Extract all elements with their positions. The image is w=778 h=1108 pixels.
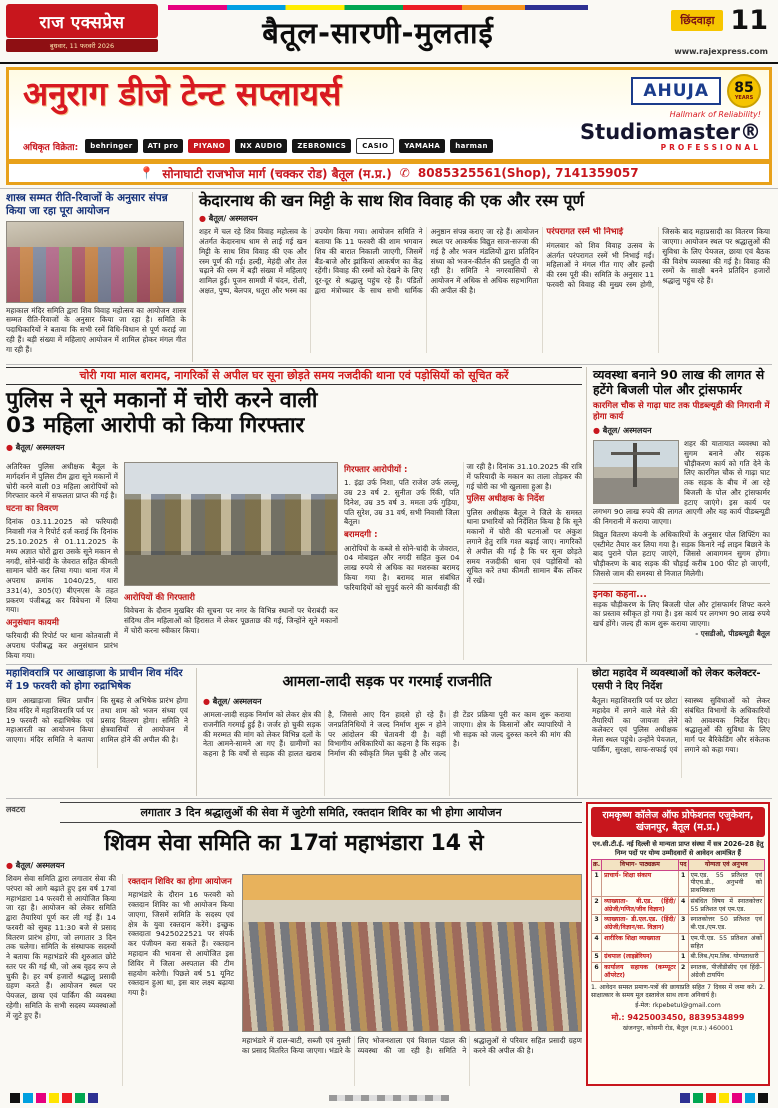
article-body: शिवम सेवा समिति द्वारा लगातार सेवा की परंपरा को आगे बढ़ाते हुए इस वर्ष 17वां महाभंडारा 14 फरवरी से आयोजित किया जा रहा है। आयोजन को लेकर समिति द्वारा तैयारियां पूर्ण कर ली गई हैं। 14 फरवरी को सुबह 11:30 बजे से प्रसाद वितरण प्रारंभ होगा, जो लगातार 3 दिन तक चलेगा। समिति के संस्थापक सदस्यों ने बताया कि महाभंडारे की शुरुआत छोटे स्तर पर की गई थी, जो अब वृहद रूप ले चुकी है। हर वर्ष हजारों श्रद्धालु प्रसादी ग्रहण करते हैं। आयोजन स्थल पर पेयजल, छाया एवं पार्किंग की व्यवस्था रहेगी। समिति के सभी सदस्य व्यवस्थाओं में जुटे हुए हैं। bbox=[6, 874, 116, 1020]
article-shastra bbox=[6, 192, 186, 362]
ahuja-row bbox=[565, 74, 761, 108]
ad-phones: 8085325561(Shop), 7141359057 bbox=[417, 166, 639, 180]
brand-chip-casio: CASIO bbox=[356, 138, 394, 154]
article-strapline: लगातार 3 दिन श्रद्धालुओं की सेवा में जुटेगी समिति, रक्तदान शिविर का भी होगा आयोजन bbox=[60, 802, 582, 823]
color-mark-cyan bbox=[23, 1093, 33, 1103]
article-intro: अतिरिक्त पुलिस अधीक्षक बैतूल के मार्गदर्शन में पुलिस टीम द्वारा सूने मकानों में चोरी करने वाली 03 महिला आरोपियों को गिरफ्तार करने में सफलता प्राप्त की गई है। bbox=[6, 462, 118, 501]
cell-qualification: स्नातक, पीजीडीसीए एवं हिंदी-अंग्रेजी टायपिंग bbox=[688, 963, 764, 982]
col-header: पद bbox=[678, 859, 688, 870]
rainbow-bar bbox=[168, 5, 588, 10]
color-mark-cyan bbox=[745, 1093, 755, 1103]
byline-text: बैतूल/ अस्मलयन bbox=[602, 426, 652, 435]
color-mark-magenta bbox=[732, 1093, 742, 1103]
article-subhead: कारगिल चौक से गाढ़ा घाट तक पीडब्ल्यूडी की निगरानी में होगा कार्य bbox=[593, 401, 770, 422]
cell-sno: 3 bbox=[592, 915, 602, 934]
table-row bbox=[592, 870, 765, 896]
top-advertisement bbox=[6, 67, 772, 162]
color-mark-yellow bbox=[49, 1093, 59, 1103]
section-body: महाभंडारे के दौरान 16 फरवरी को रक्तदान शिविर का भी आयोजन किया जाएगा, जिसमें समिति के सदस्य एवं क्षेत्र के युवा रक्तदान करेंगे। इच्छुक रक्तदाता 9425022521 पर संपर्क कर पंजीयन करा सकते हैं। रक्तदान महादान की भावना से आयोजित इस शिविर में जिला अस्पताल की टीम सहयोग करेगी। पिछले वर्ष 51 यूनिट रक्तदान हुआ था, इस बार लक्ष्य बढ़ाया गया है। bbox=[128, 890, 234, 998]
byline-bullet: ● bbox=[199, 214, 206, 224]
website-url: www.rajexpress.com bbox=[674, 47, 768, 56]
article-kicker: लवटरा bbox=[6, 805, 26, 814]
brand-chip-yamaha: YAMAHA bbox=[399, 139, 445, 153]
article-photo bbox=[6, 221, 184, 303]
section-head: रक्तदान शिविर का होगा आयोजन bbox=[128, 877, 232, 887]
brand-chip-atipro: ATI pro bbox=[143, 139, 184, 153]
section-head: अनुसंधान कायमी bbox=[6, 618, 60, 629]
article-body: ग्राम आखाड़ाजा स्थित प्राचीन शिव मंदिर में महाशिवरात्रि पर्व पर 19 फरवरी को रुद्राभिषेक एवं महाआरती का आयोजन किया जाएगा। मंदिर समिति ने बताया कि सुबह से अभिषेक प्रारंभ होगा तथा शाम को भजन संध्या एवं प्रसाद वितरण होगा। समिति ने क्षेत्रवासियों से आयोजन में शामिल होने की अपील की है। bbox=[6, 696, 188, 745]
cell-count: 1 bbox=[678, 952, 688, 963]
table-row bbox=[592, 963, 765, 982]
color-mark-black bbox=[758, 1093, 768, 1103]
masthead-rule bbox=[0, 62, 778, 64]
ad-contact-strip bbox=[6, 162, 772, 185]
article-body-columns bbox=[592, 696, 770, 778]
table-row bbox=[592, 896, 765, 915]
article-body-columns bbox=[199, 227, 770, 353]
ad-address: सोनाघाटी राजभोज मार्ग (चक्कर रोड) बैतूल (म.प्र.) bbox=[162, 166, 392, 181]
college-ad-subline: एन.सी.टी.ई. नई दिल्ली से मान्यता प्राप्त संस्था में सत्र 2026-28 हेतु निम्न पदों पर योग्य उम्मीदवारों से आवेदन आमंत्रित हैं bbox=[592, 839, 764, 857]
police-appeal-strip: चोरी गया माल बरामद, नागरिकों से अपील घर सूना छोड़ते समय नजदीकी थाना एवं पड़ोसियों को सूचित करें bbox=[6, 367, 582, 385]
cell-sno: 4 bbox=[592, 933, 602, 952]
section-head: पुलिस अधीक्षक के निर्देश bbox=[466, 494, 545, 505]
article-body: शहर की यातायात व्यवस्था को सुगम बनाने और सड़क चौड़ीकरण कार्य को गति देने के लिए कारगिल चौक से गाढ़ा घाट तक सड़क के बीच में आ रहे बिजली के पोल और ट्रांसफार्मर हटाए जाएंगे। इस कार्य पर लगभग 90 लाख रुपये की लागत आएगी और यह कार्य पीडब्ल्यूडी की निगरानी में कराया जाएगा। bbox=[593, 439, 770, 527]
byline-text: बैतूल/ अस्मलयन bbox=[208, 214, 258, 224]
ahuja-tagline: Hallmark of Reliability! bbox=[669, 110, 761, 119]
cell-post: प्राचार्य- शिक्षा संकाय bbox=[602, 870, 679, 896]
article-left-column bbox=[6, 462, 118, 660]
color-mark-magenta bbox=[36, 1093, 46, 1103]
brand-chip-nxaudio: NX AUDIO bbox=[235, 139, 287, 153]
color-registration-marks-right bbox=[680, 1093, 768, 1103]
cell-sno: 1 bbox=[592, 870, 602, 896]
quote-body: सड़क चौड़ीकरण के लिए बिजली पोल और ट्रांसफार्मर शिफ्ट करने का प्रस्ताव स्वीकृत हो गया है। इस कार्य पर लगभग 90 लाख रुपये खर्च होंगे। जल्द ही काम शुरू कराया जाएगा। bbox=[593, 599, 770, 629]
byline-bullet: ● bbox=[6, 442, 13, 452]
ahuja-logo: AHUJA bbox=[631, 77, 721, 105]
col-header: विभाग- पाठ्यक्रम bbox=[602, 859, 679, 870]
byline-bullet: ● bbox=[6, 861, 13, 870]
college-advertisement bbox=[586, 802, 770, 1086]
cell-qualification: एम.पी.एड. 55 प्रतिशत अंकों सहित bbox=[688, 933, 764, 952]
article-subhead: परंपरागत रस्में भी निभाई bbox=[546, 227, 624, 238]
street-photo bbox=[593, 440, 679, 504]
article-kedarnath bbox=[192, 192, 770, 362]
article-body-columns bbox=[203, 710, 571, 796]
registration-dashes bbox=[329, 1095, 449, 1101]
dateline: बुधवार, 11 फरवरी 2026 bbox=[6, 39, 158, 52]
cell-sno: 5 bbox=[592, 952, 602, 963]
dealer-label: अधिकृत विक्रेता: bbox=[23, 142, 79, 153]
section-body: दिनांक 03.11.2025 को फरियादी निवासी गंज ने रिपोर्ट दर्ज कराई कि दिनांक 25.10.2025 से 01.11.2025 के मध्य अज्ञात चोरों द्वारा उसके सूने मकान से नगदी, सोने-चांदी के जेवरात सहित कीमती सामान चोरी कर लिया गया। थाना गंज में अपराध क्रमांक 1040/25, धारा 331(4), 305(ए) बीएनएस के तहत प्रकरण पंजीबद्ध कर विवेचना में लिया गया। bbox=[6, 517, 118, 615]
row-divider bbox=[6, 664, 772, 665]
color-mark-red bbox=[706, 1093, 716, 1103]
table-row bbox=[592, 933, 765, 952]
edition-title: बैतूल-सारणी-मुलताई bbox=[262, 16, 494, 50]
byline bbox=[6, 860, 582, 871]
color-mark-green bbox=[75, 1093, 85, 1103]
cell-qualification: स्नातकोत्तर 50 प्रतिशत एवं बी.एड./एम.एड. bbox=[688, 915, 764, 934]
col-header: योग्यता एवं अनुभव bbox=[688, 859, 764, 870]
article-body: मंगलवार को शिव विवाह उत्सव के अंतर्गत परंपरागत रस्में भी निभाई गईं। महिलाओं ने मंगल गीत गाए और हल्दी की रस्म पूरी की। समिति के अनुसार 11 फरवरी को विवाह की मुख्य रस्म होगी, जिसके बाद महाप्रसादी का वितरण किया जाएगा। आयोजन स्थल पर श्रद्धालुओं की सुविधा के लिए पेयजल, छाया एवं बैठक की विशेष व्यवस्था की गई है। विवाह की रस्मों के साक्षी बनने प्रतिदिन हजारों श्रद्धालु पहुंच रहे हैं। bbox=[546, 227, 770, 289]
article-right-columns bbox=[344, 462, 582, 660]
quote-head: इनका कहना... bbox=[593, 583, 770, 600]
color-mark-blue bbox=[88, 1093, 98, 1103]
content-divider bbox=[0, 188, 778, 189]
college-ad-contact: मो.: 9425003450, 8839534899 bbox=[611, 1012, 745, 1022]
section-body: पुलिस अधीक्षक बैतूल ने जिले के समस्त थाना प्रभारियों को निर्देशित किया है कि सूने मकानों में चोरी की घटनाओं पर अंकुश लगाने हेतु रात्रि गश्त बढ़ाई जाए। नागरिकों से अपील की गई है कि घर सूना छोड़ते समय नजदीकी थाना एवं पड़ोसियों को सूचित करें तथा कीमती सामान बैंक लॉकर में रखें। bbox=[466, 507, 582, 586]
section-body: 1. इंद्रा उर्फ निशा, पति राजेश उर्फ लल्लू, उम्र 23 वर्ष 2. सुनीता उर्फ रिंकी, पति दिनेश, उम्र 35 वर्ष 3. ममता उर्फ गुड़िया, पति सुरेश, उम्र 31 वर्ष, सभी निवासी जिला बैतूल। bbox=[344, 478, 460, 527]
byline-text: बैतूल/ अस्मलयन bbox=[15, 442, 65, 452]
article-headline: महाशिवरात्रि पर आखाड़ाजा के प्राचीन शिव मंदिर में 19 फरवरी को होगा रुद्राभिषेक bbox=[6, 668, 183, 692]
table-row bbox=[592, 952, 765, 963]
brand-chip-piyano: PIYANO bbox=[188, 139, 230, 153]
byline-bullet: ● bbox=[593, 426, 600, 435]
article-body: महाकाल मंदिर समिति द्वारा शिव विवाह महोत्सव का आयोजन शास्त्र सम्मत रीति-रिवाजों के अनुसार किया जा रहा है। समिति के पदाधिकारियों ने बताया कि सभी रस्में विधि-विधान से पूर्ण कराई जा रही हैं। बड़ी संख्या में महिलाएं आयोजन में शामिल होकर मंगल गीत गा रही हैं। bbox=[6, 305, 186, 354]
row-divider bbox=[6, 364, 772, 365]
article-second-column bbox=[122, 874, 234, 1086]
article-headline: आमला-लादी सड़क पर गरमाई राजनीति bbox=[282, 674, 492, 690]
college-ad-note: 1. आवेदन समस्त प्रमाण-पत्रों की छायाप्रति सहित 7 दिवस में जमा करें। 2. साक्षात्कार के समय मूल दस्तावेज साथ लाना अनिवार्य है। bbox=[591, 983, 765, 999]
article-bijli-pole bbox=[586, 367, 770, 662]
article-body: बैतूल। महाशिवरात्रि पर्व पर छोटा महादेव में लगने वाले मेले की तैयारियों का जायजा लेने कलेक्टर एवं पुलिस अधीक्षक मेला स्थल पहुंचे। उन्होंने पेयजल, पार्किंग, सुरक्षा, साफ-सफाई एवं स्वास्थ्य सुविधाओं को लेकर संबंधित विभागों के अधिकारियों को आवश्यक निर्देश दिए। श्रद्धालुओं की सुविधा के लिए मार्ग पर बैरिकेडिंग और संकेतक लगाने को कहा गया। bbox=[592, 696, 770, 754]
region-name: छिंदवाड़ा bbox=[671, 10, 723, 31]
college-vacancy-table bbox=[591, 859, 765, 982]
college-ad-email: ई-मेल: rkpebetul@gmail.com bbox=[635, 1001, 721, 1009]
color-registration-marks-left bbox=[10, 1093, 98, 1103]
article-headline bbox=[6, 388, 582, 439]
color-mark-red bbox=[62, 1093, 72, 1103]
section-body: विवेचना के दौरान मुखबिर की सूचना पर नगर के विभिन्न स्थानों पर घेराबंदी कर संदिग्ध तीन महिलाओं को हिरासत में लेकर पूछताछ की गई, जिन्होंने सूने मकानों में चोरी करना स्वीकार किया। bbox=[124, 606, 338, 635]
college-ad-address: खंजनपुर, कोसमी रोड, बैतूल (म.प्र.) 460001 bbox=[622, 1023, 734, 1032]
color-mark-green bbox=[693, 1093, 703, 1103]
row-divider bbox=[6, 798, 772, 799]
article-body-columns bbox=[6, 696, 188, 768]
cell-count: 1 bbox=[678, 933, 688, 952]
article-body-block bbox=[593, 439, 770, 579]
cell-count: 1 bbox=[678, 870, 688, 896]
quote-attribution: - एसडीओ, पीडब्ल्यूडी बैतूल bbox=[695, 629, 770, 639]
cell-post: शारीरिक शिक्षा व्याख्याता bbox=[602, 933, 679, 952]
article-chhota-mahadev bbox=[586, 668, 770, 796]
phone-icon: ✆ bbox=[399, 166, 410, 180]
cell-sno: 2 bbox=[592, 896, 602, 915]
cell-post: कार्यालय सहायक (कम्प्यूटर ऑपरेटर) bbox=[602, 963, 679, 982]
section-body: आरोपियों के कब्जे से सोने-चांदी के जेवरात, 04 मोबाइल और नगदी सहित कुल 04 लाख रुपये से अधिक का मशरुका बरामद किया गया है। बरामद माल संबंधित फरियादियों को सुपुर्द करने की कार्यवाही की जा रही है। दिनांक 31.10.2025 की रात्रि में फरियादी के मकान का ताला तोड़कर की गई चोरी का भी खुलासा हुआ है। bbox=[344, 462, 582, 592]
page-number: 11 bbox=[730, 5, 768, 36]
color-mark-blue bbox=[680, 1093, 690, 1103]
byline bbox=[203, 696, 571, 707]
ad-brand-row bbox=[23, 138, 493, 154]
byline bbox=[593, 425, 770, 436]
article-headline: केदारनाथ की खन मिट्टी के साथ शिव विवाह की एक और रस्म पूर्ण bbox=[199, 191, 585, 210]
cell-count: 4 bbox=[678, 896, 688, 915]
cell-post: व्याख्याता- डी.एल.एड. (हिंदी/अंग्रेजी/विज्ञान/सा. विज्ञान) bbox=[602, 915, 679, 934]
byline-bullet: ● bbox=[203, 697, 210, 706]
byline bbox=[199, 213, 770, 224]
article-headline: शास्त्र सम्मत रीति-रिवाजों के अनुसार संपन्न किया जा रहा पूरा आयोजन bbox=[6, 192, 168, 217]
cell-post: व्याख्याता- बी.एड. (हिंदी/अंग्रेजी/गणित/जीव विज्ञान) bbox=[602, 896, 679, 915]
article-body: आमला-लादी सड़क निर्माण को लेकर क्षेत्र की राजनीति गरमाई हुई है। जर्जर हो चुकी सड़क की मरम्मत की मांग को लेकर विभिन्न दलों के नेता आमने-सामने आ गए हैं। ग्रामीणों का कहना है कि वर्षों से सड़क की हालत खराब है, जिससे आए दिन हादसे हो रहे हैं। जनप्रतिनिधियों ने जल्द निर्माण शुरू न होने पर आंदोलन की चेतावनी दी है। वहीं विभागीय अधिकारियों का कहना है कि सड़क निर्माण की स्वीकृति मिल चुकी है और जल्द ही टेंडर प्रक्रिया पूरी कर काम शुरू कराया जाएगा। क्षेत्र के किसानों और व्यापारियों ने भी सड़क को जल्द दुरुस्त करने की मांग की है। bbox=[203, 710, 571, 759]
cell-qualification: बी.लिब./एम.लिब. योग्यताधारी bbox=[688, 952, 764, 963]
brand-name: राज एक्सप्रेस bbox=[6, 4, 158, 38]
crowd-photo bbox=[242, 874, 582, 1032]
section-head: बरामदगी : bbox=[344, 530, 378, 541]
color-mark-yellow bbox=[719, 1093, 729, 1103]
section-head: आरोपियों की गिरफ्तारी bbox=[124, 593, 195, 603]
years-number: 85 bbox=[734, 80, 754, 96]
table-header-row bbox=[592, 859, 765, 870]
police-photo bbox=[124, 462, 338, 586]
section-body: फरियादी की रिपोर्ट पर थाना कोतवाली में अपराध पंजीबद्ध कर अनुसंधान प्रारंभ किया गया। bbox=[6, 631, 118, 660]
region-badge bbox=[671, 5, 768, 36]
college-ad-header: रामकृष्ण कॉलेज ऑफ प्रोफेशनल एजुकेशन, खंजनपुर, बैतूल (म.प्र.) bbox=[591, 807, 765, 837]
article-under-photo bbox=[124, 590, 338, 660]
article-headline: व्यवस्था बनाने 90 लाख की लागत से हटेंगे बिजली पोल और ट्रांसफार्मर bbox=[593, 367, 765, 397]
article-shivam-bhandara bbox=[6, 802, 582, 1086]
cell-post: ग्रंथपाल (लाइब्रेरियन) bbox=[602, 952, 679, 963]
article-body: शहर में चल रहे शिव विवाह महोत्सव के अंतर्गत केदारनाथ धाम से लाई गई खन मिट्टी के साथ शिव विवाह की एक और रस्म पूर्ण की गई। हल्दी, मेहंदी और तेल चढ़ाने की रस्म में बड़ी संख्या में महिलाएं शामिल हुईं। पूजन सामग्री में चंदन, रोली, अक्षत, पुष्प, बेलपत्र, धतूरा और भस्म का उपयोग किया गया। आयोजन समिति ने बताया कि 11 फरवरी की शाम भगवान शिव की बारात निकाली जाएगी, जिसमें बैंड-बाजे और झांकियां आकर्षण का केंद्र रहेंगी। विवाह की रस्मों को देखने के लिए दूर-दूर से श्रद्धालु पहुंच रहे हैं। पंडितों द्वारा मंत्रोच्चार के साथ सभी धार्मिक अनुष्ठान संपन्न कराए जा रहे हैं। आयोजन स्थल पर आकर्षक विद्युत साज-सज्जा की गई है और भजन मंडलियों द्वारा प्रतिदिन संध्या को भजन-कीर्तन की प्रस्तुति दी जा रही है। समिति ने नगरवासियों से आयोजन में अधिक से अधिक सहभागिता की अपील की है। bbox=[199, 227, 539, 295]
article-body: विद्युत वितरण कंपनी के अधिकारियों के अनुसार पोल शिफ्टिंग का एस्टीमेट तैयार कर लिया गया है। सड़क किनारे नई लाइन बिछाने के बाद पुराने पोल हटाए जाएंगे, जिससे आवागमन सुगम होगा। चौड़ीकरण के बाद सड़क की चौड़ाई करीब 100 फीट हो जाएगी, जिससे जाम की समस्या से निजात मिलेगी। bbox=[593, 529, 770, 578]
brand-chip-behringer: behringer bbox=[85, 139, 137, 153]
brand-chip-harman: harman bbox=[450, 139, 493, 153]
article-headline: छोटा महादेव में व्यवस्थाओं को लेकर कलेक्टर-एसपी ने दिए निर्देश bbox=[592, 668, 761, 692]
col-header: क्र. bbox=[592, 859, 602, 870]
years-badge bbox=[727, 74, 761, 108]
section-head: गिरफ्तार आरोपीयों : bbox=[344, 465, 408, 475]
ad-right-block bbox=[565, 74, 761, 152]
article-mahashivratri bbox=[6, 668, 188, 796]
brand-logo bbox=[6, 4, 158, 52]
article-body: महाभंडारे में दाल-बाटी, सब्जी एवं नुक्ती का प्रसाद वितरित किया जाएगा। भंडारे के लिए भोजनशाला एवं विशाल पंडाल की व्यवस्था की जा रही है। समिति ने श्रद्धालुओं से परिवार सहित प्रसादी ग्रहण करने की अपील की है। bbox=[242, 1036, 582, 1055]
ad-title: अनुराग डीजे टेन्ट सप्लायर्स bbox=[23, 74, 342, 113]
cell-qualification: एम.एड. 55 प्रतिशत एवं पीएच.डी., अनुभवी को प्राथमिकता bbox=[688, 870, 764, 896]
brand-chip-zebronics: ZEBRONICS bbox=[292, 139, 351, 153]
years-label: YEARS bbox=[734, 95, 754, 101]
cell-sno: 6 bbox=[592, 963, 602, 982]
cell-count: 2 bbox=[678, 963, 688, 982]
cell-count: 3 bbox=[678, 915, 688, 934]
cell-qualification: संबंधित विषय में स्नातकोत्तर 55 प्रतिशत एवं एम.एड. bbox=[688, 896, 764, 915]
headline-line2: 03 महिला आरोपी को किया गिरफ्तार bbox=[6, 413, 305, 439]
byline bbox=[6, 442, 582, 453]
article-amla-road bbox=[196, 668, 578, 796]
byline-text: बैतूल/ अस्मलयन bbox=[15, 861, 65, 870]
studiomaster-logo: Studiomaster® bbox=[580, 120, 761, 144]
pin-icon: 📍 bbox=[139, 166, 155, 180]
article-left-column bbox=[6, 874, 116, 1086]
headline-line1: पुलिस ने सूने मकानों में चोरी करने वाली bbox=[6, 388, 318, 413]
article-headline: शिवम सेवा समिति का 17वां महाभंडारा 14 से bbox=[104, 831, 484, 856]
print-registration-strip bbox=[0, 1090, 778, 1106]
table-row bbox=[592, 915, 765, 934]
color-mark-black bbox=[10, 1093, 20, 1103]
article-police-arrest bbox=[6, 388, 582, 662]
section-head: घटना का विवरण bbox=[6, 504, 59, 515]
article-under-photo bbox=[242, 1036, 582, 1086]
studiomaster-sub: PROFESSIONAL bbox=[660, 143, 761, 152]
byline-text: बैतूल/ अस्मलयन bbox=[212, 697, 262, 706]
